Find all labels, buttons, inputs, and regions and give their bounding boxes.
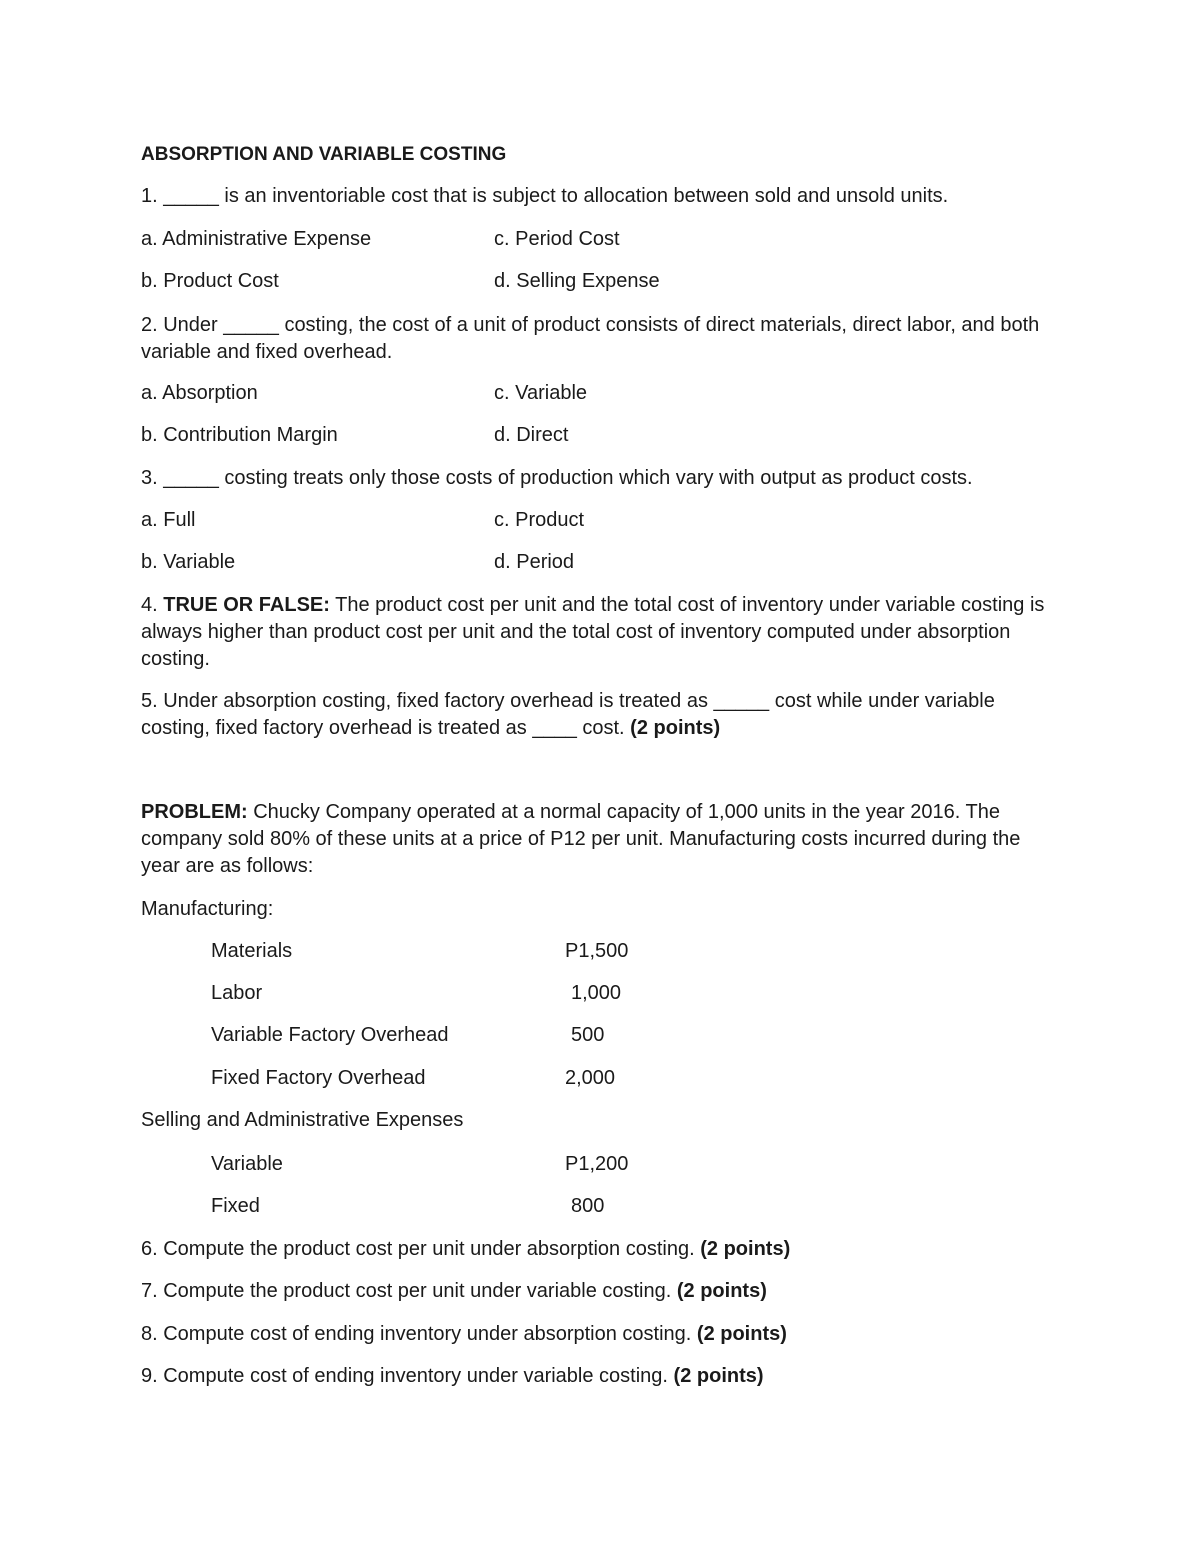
- question-5-text: 5. Under absorption costing, fixed factory overhead is treated as _____ cost while under variable costing, fixed factory overhead is treated as ____ cost.: [141, 690, 995, 739]
- question-3-option-a: a. Full: [141, 509, 196, 531]
- question-9: [141, 1363, 764, 1390]
- problem-statement: [141, 799, 1051, 880]
- cost-amount-variable-factory-overhead: 500: [571, 1024, 605, 1046]
- cost-label-fixed-factory-overhead: Fixed Factory Overhead: [211, 1067, 426, 1089]
- manufacturing-heading: Manufacturing:: [141, 898, 274, 920]
- sga-label-variable: Variable: [211, 1153, 283, 1175]
- question-6-points: (2 points): [700, 1238, 791, 1260]
- question-4-text: The product cost per unit and the total cost of inventory under variable costing is always higher than product cost per unit and the total cost of inventory computed under absorption costing.: [141, 594, 1045, 670]
- question-4-number: 4.: [141, 594, 158, 616]
- question-2-option-d: d. Direct: [494, 424, 569, 446]
- cost-label-variable-factory-overhead: Variable Factory Overhead: [211, 1024, 449, 1046]
- question-6-text: 6. Compute the product cost per unit under absorption costing.: [141, 1238, 695, 1260]
- question-5-points: (2 points): [630, 717, 721, 739]
- question-9-text: 9. Compute cost of ending inventory under variable costing.: [141, 1365, 668, 1387]
- question-7-points: (2 points): [676, 1280, 767, 1302]
- question-4-label: TRUE OR FALSE:: [163, 594, 330, 616]
- question-3-option-b: b. Variable: [141, 551, 236, 573]
- question-1-text: 1. _____ is an inventoriable cost that is subject to allocation between sold and unsold units.: [141, 185, 949, 207]
- sga-heading: Selling and Administrative Expenses: [141, 1109, 464, 1131]
- question-6: [141, 1236, 790, 1263]
- question-1-option-d: d. Selling Expense: [494, 270, 660, 292]
- page-title: ABSORPTION AND VARIABLE COSTING: [141, 144, 507, 165]
- question-2-option-b: b. Contribution Margin: [141, 424, 338, 446]
- question-7: [141, 1278, 767, 1305]
- question-9-points: (2 points): [673, 1365, 764, 1387]
- problem-text: Chucky Company operated at a normal capacity of 1,000 units in the year 2016. The company sold 80% of these units at a price of P12 per unit. Manufacturing costs incurred during the year are as follows:: [141, 801, 1021, 877]
- question-2-option-c: c. Variable: [494, 382, 588, 404]
- problem-label: PROBLEM:: [141, 801, 248, 823]
- question-3-text: 3. _____ costing treats only those costs of production which vary with output as product costs.: [141, 467, 973, 489]
- cost-label-labor: Labor: [211, 982, 263, 1004]
- question-1-option-c: c. Period Cost: [494, 228, 620, 250]
- question-8-text: 8. Compute cost of ending inventory under absorption costing.: [141, 1323, 692, 1345]
- sga-amount-fixed: 800: [571, 1195, 605, 1217]
- question-3-option-c: c. Product: [494, 509, 585, 531]
- cost-amount-labor: 1,000: [571, 982, 622, 1004]
- question-7-text: 7. Compute the product cost per unit under variable costing.: [141, 1280, 672, 1302]
- sga-amount-variable: P1,200: [565, 1153, 629, 1175]
- question-1-option-b: b. Product Cost: [141, 270, 279, 292]
- question-8-points: (2 points): [696, 1323, 787, 1345]
- cost-amount-materials: P1,500: [565, 940, 629, 962]
- question-8: [141, 1321, 787, 1348]
- question-3-option-d: d. Period: [494, 551, 575, 573]
- question-5: [141, 688, 1051, 742]
- question-2-option-a: a. Absorption: [141, 382, 258, 404]
- cost-label-materials: Materials: [211, 940, 293, 962]
- sga-label-fixed: Fixed: [211, 1195, 260, 1217]
- question-4: [141, 592, 1051, 673]
- cost-amount-fixed-factory-overhead: 2,000: [565, 1067, 616, 1089]
- question-1-option-a: a. Administrative Expense: [141, 228, 372, 250]
- question-2-text: 2. Under _____ costing, the cost of a unit of product consists of direct materials, direct labor, and both variable and fixed overhead.: [141, 314, 1040, 363]
